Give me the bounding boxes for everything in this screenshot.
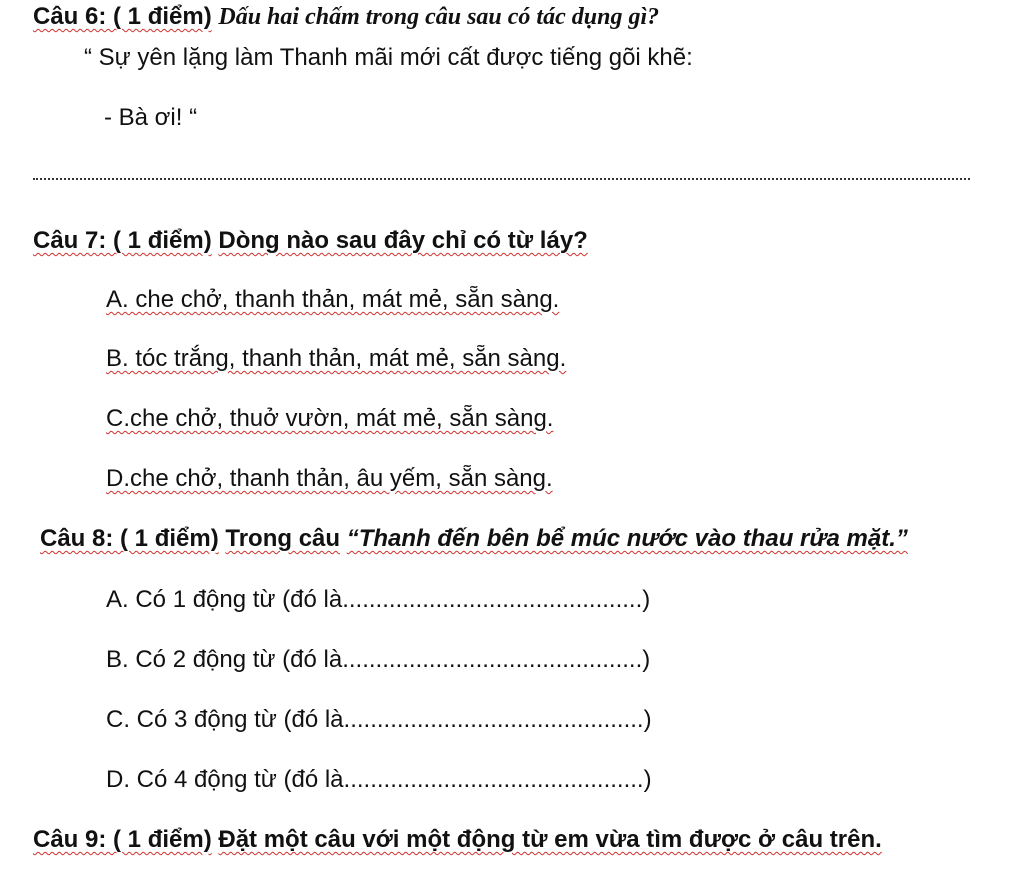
question-7-heading (33, 226, 588, 256)
question-8-option-c: C. Có 3 động từ (đó là.............................................) (106, 706, 652, 733)
question-7-label: Câu 7: ( 1 điểm) (33, 227, 212, 254)
question-6-quote-line-1: “ Sự yên lặng làm Thanh mãi mới cất được tiếng gõi khẽ: (84, 44, 693, 71)
question-6-text: Dấu hai chấm trong câu sau có tác dụng gì? (218, 4, 660, 30)
question-7-option-b: B. tóc trắng, thanh thản, mát mẻ, sẵn sàng. (106, 345, 567, 372)
question-8-intro: Trong câu (225, 525, 341, 552)
question-9-heading (33, 825, 882, 855)
question-8-option-b: B. Có 2 động từ (đó là.............................................) (106, 646, 651, 673)
question-6-quote-line-2: - Bà ơi! “ (104, 104, 198, 131)
question-8-option-d: D. Có 4 động từ (đó là.............................................) (106, 766, 652, 793)
question-7-option-a: A. che chở, thanh thản, mát mẻ, sẵn sàng. (106, 286, 560, 313)
question-6-heading (33, 2, 659, 32)
question-8-quote: “Thanh đến bên bể múc nước vào thau rửa mặt.” (346, 525, 908, 552)
question-6-answer-line (33, 178, 970, 180)
question-7-option-d: D.che chở, thanh thản, âu yếm, sẵn sàng. (106, 465, 553, 492)
question-8-option-a: A. Có 1 động từ (đó là.............................................) (106, 586, 651, 613)
question-6-label: Câu 6: ( 1 điểm) (33, 3, 212, 30)
question-7-option-c: C.che chở, thuở vườn, mát mẻ, sẵn sàng. (106, 405, 554, 432)
question-9-label: Câu 9: ( 1 điểm) (33, 826, 212, 853)
question-7-text: Dòng nào sau đây chỉ có từ láy? (218, 227, 588, 254)
question-8-label: Câu 8: ( 1 điểm) (40, 525, 219, 552)
question-9-text: Đặt một câu với một động từ em vừa tìm được ở câu trên. (218, 826, 882, 853)
question-8-heading (40, 524, 908, 554)
